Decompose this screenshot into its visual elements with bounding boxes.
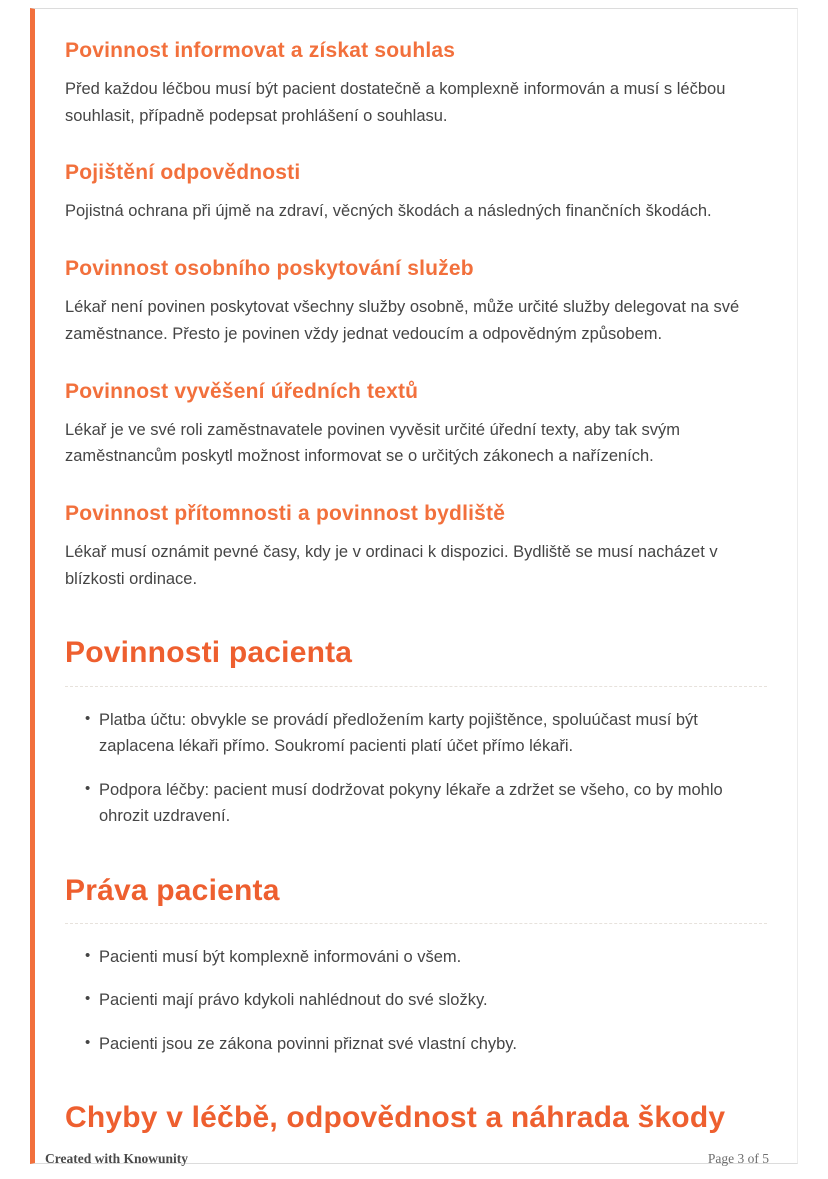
section-heading: Povinnost přítomnosti a povinnost bydliště — [65, 502, 506, 526]
section-heading: Pojištění odpovědnosti — [65, 161, 301, 185]
footer-page-number: Page 3 of 5 — [707, 1150, 769, 1166]
list-item: • Pacienti jsou ze zákona povinni přiznat své vlastní chyby. — [85, 1031, 757, 1057]
major-heading: Povinnosti pacienta — [65, 634, 767, 687]
section-paragraph: Před každou léčbou musí být pacient dostatečně a komplexně informován a musí s léčbou souhlasit, případně podepsat prohlášení o souhlasu. — [65, 80, 726, 125]
page-footer — [35, 1151, 797, 1173]
section-paragraph: Lékař musí oznámit pevné časy, kdy je v ordinaci k dispozici. Bydliště se musí nacházet v blízkosti ordinace. — [65, 543, 718, 588]
bullet-list — [65, 944, 767, 1057]
major-heading: Chyby v léčbě, odpovědnost a náhrada škody — [65, 1101, 726, 1135]
bullet-list — [65, 707, 767, 830]
major-heading: Práva pacienta — [65, 872, 767, 925]
section-paragraph: Lékař není povinen poskytovat všechny služby osobně, může určité služby delegovat na své zaměstnance. Přesto je povinen vždy jednat vedoucím a odpovědným způsobem. — [65, 298, 740, 343]
section-heading: Povinnost informovat a získat souhlas — [65, 39, 456, 62]
section-heading: Povinnost vyvěšení úředních textů — [65, 379, 419, 403]
section-heading: Povinnost osobního poskytování služeb — [65, 257, 474, 281]
list-item: • Pacienti mají právo kdykoli nahlédnout do své složky. — [85, 987, 757, 1013]
section-paragraph: Pojistná ochrana při újmě na zdraví, věcných škodách a následných finančních škodách. — [65, 202, 712, 221]
list-item: • Podpora léčby: pacient musí dodržovat pokyny lékaře a zdržet se všeho, co by mohlo ohrozit uzdravení. — [85, 777, 757, 830]
list-item: • Platba účtu: obvykle se provádí předložením karty pojištěnce, spoluúčast musí být zaplacena lékaři přímo. Soukromí pacienti platí účet přímo lékaři. — [85, 707, 757, 760]
footer-branding: Created with Knowunity — [45, 1150, 189, 1166]
list-item: • Pacienti musí být komplexně informováni o všem. — [85, 944, 757, 970]
page-content — [35, 9, 797, 1151]
section-paragraph: Lékař je ve své roli zaměstnavatele povinen vyvěsit určité úřední texty, aby tak svým zaměstnancům poskytl možnost informovat se o určitých zákonech a nařízeních. — [65, 420, 681, 466]
document-page — [30, 8, 798, 1164]
